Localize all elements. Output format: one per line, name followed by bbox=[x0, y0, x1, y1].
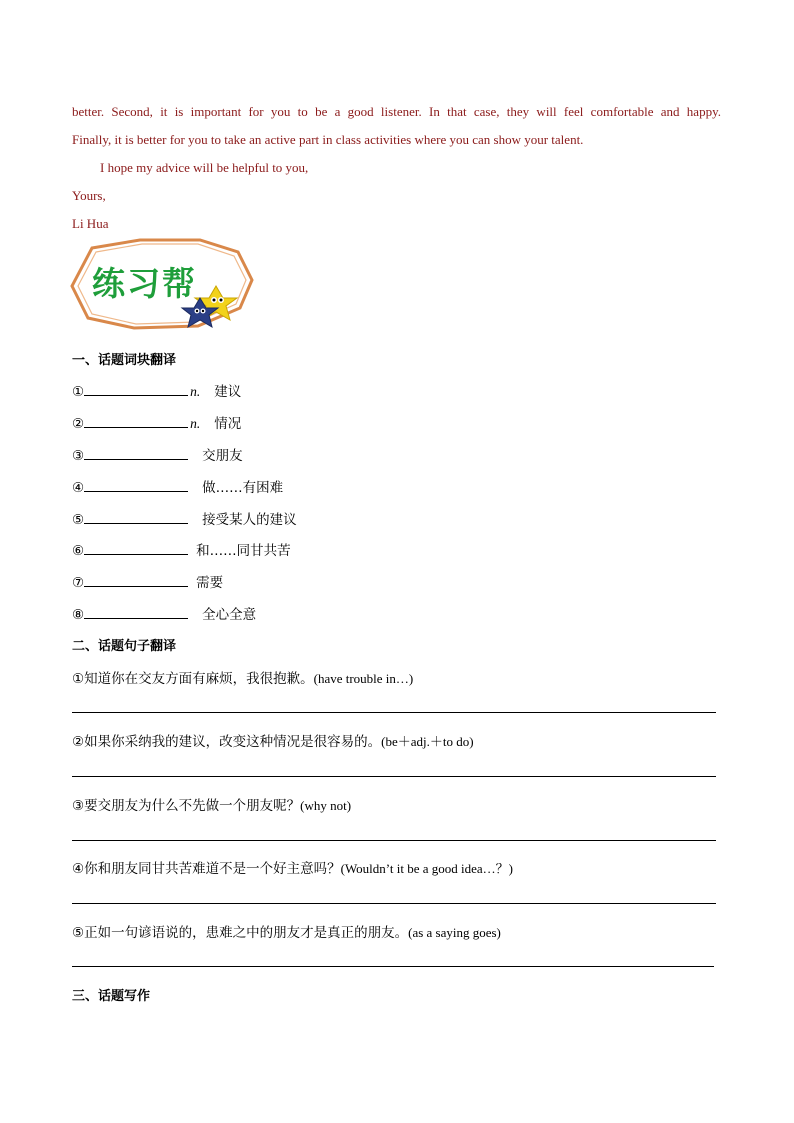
vocab-number: ④ bbox=[72, 480, 85, 496]
letter-closing: Yours, bbox=[72, 188, 106, 203]
vocab-number: ① bbox=[72, 384, 85, 400]
vocab-meaning: 做……有困难 bbox=[202, 480, 284, 496]
vocab-item-2 bbox=[72, 412, 241, 432]
vocab-blank[interactable] bbox=[84, 477, 188, 492]
vocab-item-7 bbox=[72, 571, 223, 591]
vocab-meaning: 情况 bbox=[214, 416, 242, 432]
vocab-number: ⑤ bbox=[72, 512, 85, 528]
vocab-item-4 bbox=[72, 476, 283, 496]
vocab-meaning: 交朋友 bbox=[202, 448, 243, 464]
vocab-meaning: 全心全意 bbox=[202, 607, 257, 623]
practice-logo bbox=[70, 238, 258, 330]
sentence-text: ①知道你在交友方面有麻烦，我很抱歉。 bbox=[72, 671, 314, 687]
vocab-blank[interactable] bbox=[84, 572, 188, 587]
answer-line-2[interactable] bbox=[72, 776, 716, 777]
vocab-item-3 bbox=[72, 444, 243, 464]
vocab-item-1 bbox=[72, 380, 241, 400]
vocab-number: ② bbox=[72, 416, 85, 432]
letter-line-3: I hope my advice will be helpful to you, bbox=[100, 160, 309, 175]
vocab-meaning: 需要 bbox=[196, 575, 224, 591]
sentence-item-3 bbox=[72, 794, 351, 814]
vocab-blank[interactable] bbox=[84, 445, 188, 460]
vocab-blank[interactable] bbox=[84, 604, 188, 619]
sentence-text: ⑤正如一句谚语说的，患难之中的朋友才是真正的朋友。 bbox=[72, 925, 409, 941]
vocab-meaning: 接受某人的建议 bbox=[202, 512, 297, 528]
sentence-item-4 bbox=[72, 857, 513, 877]
sentence-text: ③要交朋友为什么不先做一个朋友呢？ bbox=[72, 798, 301, 814]
section2-title: 二、话题句子翻译 bbox=[72, 639, 177, 654]
vocab-pos: n. bbox=[190, 384, 201, 399]
section3-title: 三、话题写作 bbox=[72, 989, 151, 1004]
answer-line-4[interactable] bbox=[72, 903, 716, 904]
sentence-hint: (have trouble in…) bbox=[313, 671, 414, 686]
vocab-blank[interactable] bbox=[84, 540, 188, 555]
vocab-blank[interactable] bbox=[84, 413, 188, 428]
vocab-number: ③ bbox=[72, 448, 85, 464]
sentence-text: ②如果你采纳我的建议，改变这种情况是很容易的。 bbox=[72, 734, 382, 750]
section1-title: 一、话题词块翻译 bbox=[72, 353, 177, 368]
letter-line-1: better. Second, it is important for you to be a good listener. In that case, they will feel comfortable and happy. bbox=[72, 104, 721, 119]
vocab-item-8 bbox=[72, 603, 256, 623]
sentence-item-1 bbox=[72, 667, 413, 687]
vocab-blank[interactable] bbox=[84, 381, 188, 396]
letter-line-2: Finally, it is better for you to take an active part in class activities where you can show your talent. bbox=[72, 132, 584, 147]
answer-line-5[interactable] bbox=[72, 966, 714, 967]
sentence-item-2 bbox=[72, 730, 474, 750]
sentence-text: ④你和朋友同甘共苦难道不是一个好主意吗？ bbox=[72, 861, 341, 877]
vocab-pos: n. bbox=[190, 416, 201, 431]
vocab-item-6 bbox=[72, 539, 291, 559]
letter-signature: Li Hua bbox=[72, 216, 109, 231]
answer-line-3[interactable] bbox=[72, 840, 716, 841]
sentence-item-5 bbox=[72, 921, 501, 941]
sentence-hint: (be＋adj.＋to do) bbox=[381, 734, 474, 749]
vocab-number: ⑥ bbox=[72, 543, 85, 559]
vocab-meaning: 和……同甘共苦 bbox=[196, 543, 291, 559]
practice-logo-text: 练习帮 bbox=[92, 264, 197, 303]
sentence-hint: (why not) bbox=[300, 798, 352, 813]
sentence-hint: (as a saying goes) bbox=[408, 925, 501, 940]
vocab-number: ⑧ bbox=[72, 607, 85, 623]
vocab-item-5 bbox=[72, 508, 297, 528]
vocab-number: ⑦ bbox=[72, 575, 85, 591]
sentence-hint: (Wouldn’t it be a good idea…？) bbox=[340, 861, 513, 876]
answer-line-1[interactable] bbox=[72, 712, 716, 713]
vocab-blank[interactable] bbox=[84, 509, 188, 524]
vocab-meaning: 建议 bbox=[214, 384, 242, 400]
